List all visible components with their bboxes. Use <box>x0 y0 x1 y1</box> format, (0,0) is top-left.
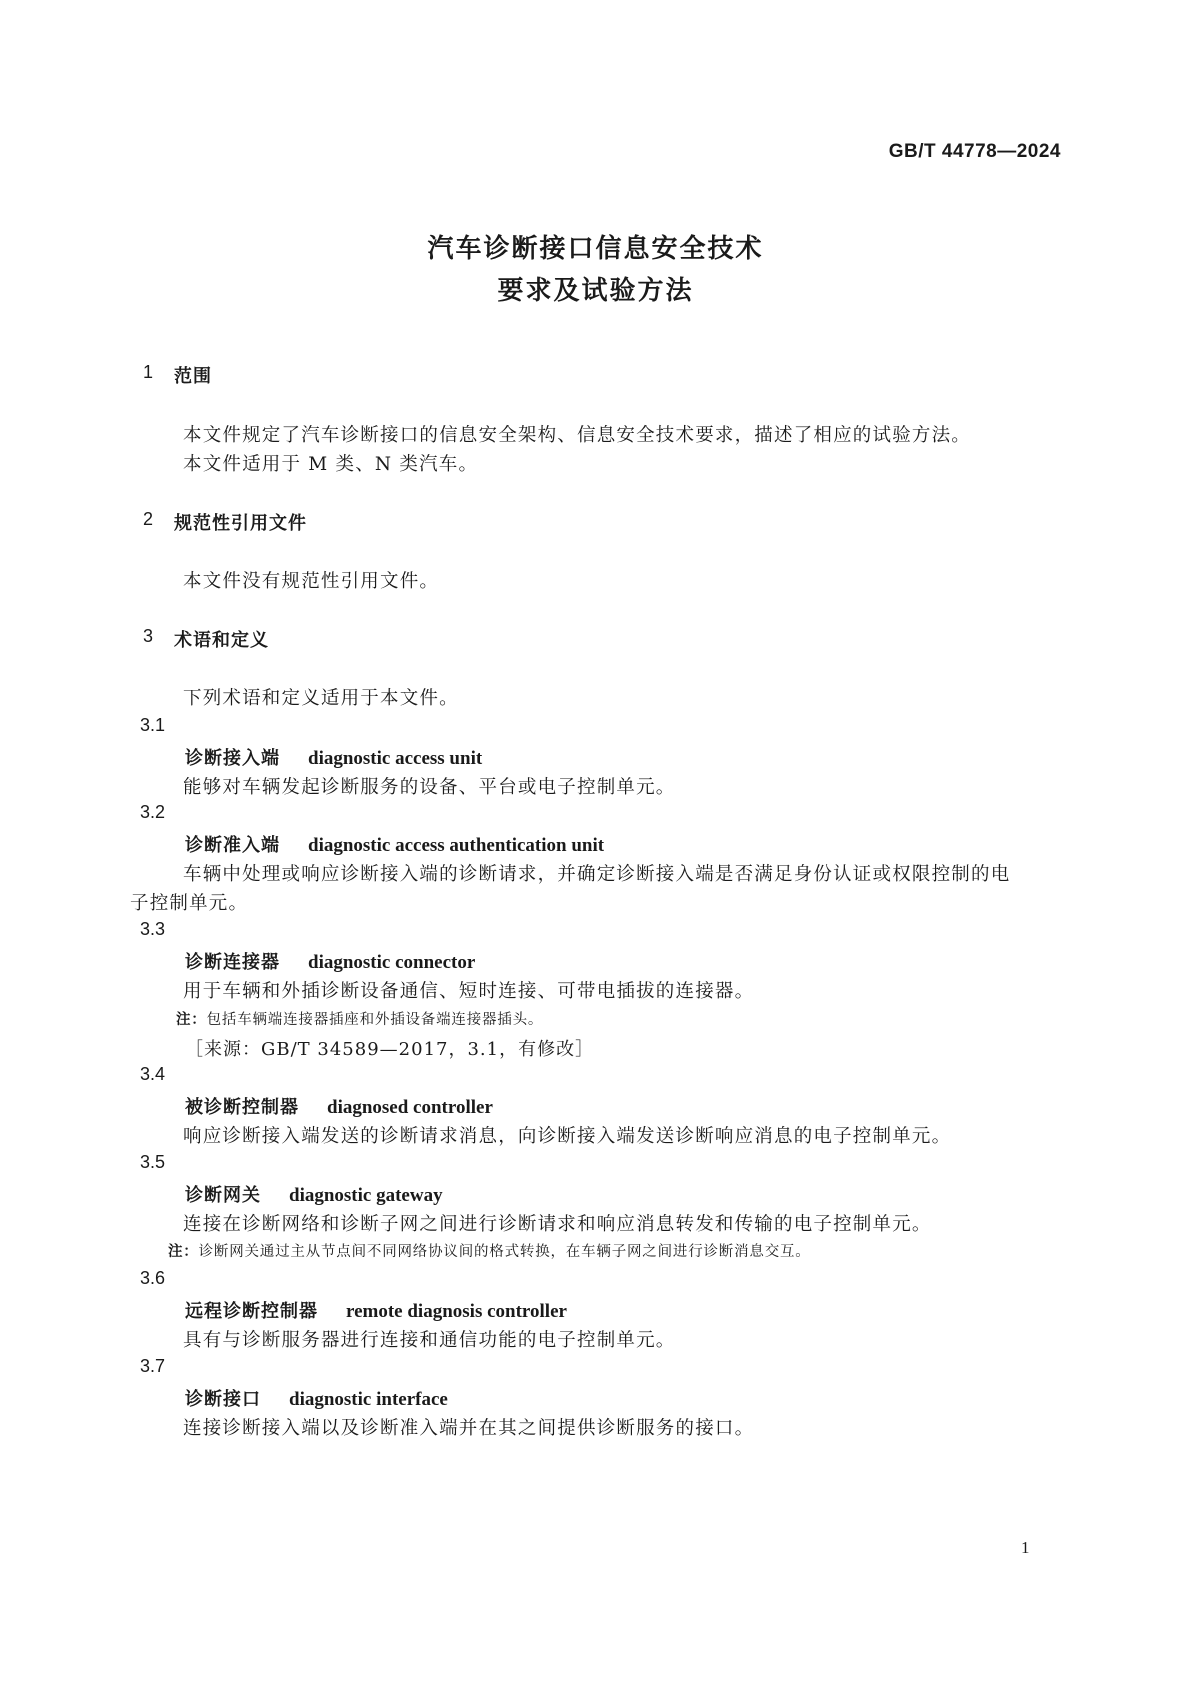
term-number: 3.6 <box>140 1268 166 1288</box>
term-definition: 车辆中处理或响应诊断接入端的诊断请求，并确定诊断接入端是否满足身份认证或权限控制的电 <box>183 864 1011 885</box>
term-note <box>176 1008 543 1029</box>
section-1-paragraph-2: 本文件适用于 M 类、N 类汽车。 <box>183 454 479 475</box>
term-definition: 能够对车辆发起诊断服务的设备、平台或电子控制单元。 <box>183 777 676 798</box>
term-chinese: 被诊断控制器 <box>185 1097 299 1118</box>
section-2-number: 2 <box>143 509 154 529</box>
term-chinese: 诊断准入端 <box>185 835 280 856</box>
standard-code: GB/T 44778—2024 <box>888 141 1061 162</box>
section-1-title: 范围 <box>174 366 212 387</box>
section-1-paragraph-1: 本文件规定了汽车诊断接口的信息安全架构、信息安全技术要求，描述了相应的试验方法。 <box>183 425 972 446</box>
term-heading <box>185 1385 448 1411</box>
term-number: 3.2 <box>140 802 166 822</box>
term-chinese: 诊断接口 <box>185 1389 261 1410</box>
term-english: diagnostic access authentication unit <box>308 835 605 856</box>
section-2-paragraph-1: 本文件没有规范性引用文件。 <box>183 571 440 592</box>
term-english: diagnosed controller <box>327 1097 493 1118</box>
term-number: 3.5 <box>140 1152 166 1172</box>
term-english: diagnostic interface <box>289 1389 448 1410</box>
term-english: remote diagnosis controller <box>346 1301 567 1322</box>
term-definition: 具有与诊断服务器进行连接和通信功能的电子控制单元。 <box>183 1330 676 1351</box>
term-heading <box>185 744 482 770</box>
term-number: 3.7 <box>140 1356 166 1376</box>
term-heading <box>185 1093 493 1119</box>
document-title-line-1: 汽车诊断接口信息安全技术 <box>427 234 764 264</box>
term-definition: 连接在诊断网络和诊断子网之间进行诊断请求和响应消息转发和传输的电子控制单元。 <box>183 1214 932 1235</box>
note-text: 包括车辆端连接器插座和外插设备端连接器插头。 <box>206 1012 544 1028</box>
document-title-line-2: 要求及试验方法 <box>497 276 694 306</box>
term-english: diagnostic access unit <box>308 748 483 769</box>
term-definition: 响应诊断接入端发送的诊断请求消息，向诊断接入端发送诊断响应消息的电子控制单元。 <box>183 1126 952 1147</box>
term-chinese: 诊断连接器 <box>185 952 280 973</box>
term-number: 3.1 <box>140 715 166 735</box>
term-definition: 用于车辆和外插诊断设备通信、短时连接、可带电插拔的连接器。 <box>183 981 755 1002</box>
term-english: diagnostic connector <box>308 952 476 973</box>
note-text: 诊断网关通过主从节点间不同网络协议间的格式转换，在车辆子网之间进行诊断消息交互。 <box>198 1244 811 1260</box>
section-3-title: 术语和定义 <box>174 630 269 651</box>
term-number: 3.3 <box>140 919 166 939</box>
term-heading <box>185 831 604 857</box>
note-label: 注： <box>176 1012 207 1028</box>
term-heading <box>185 948 475 974</box>
term-heading <box>185 1181 443 1207</box>
term-definition: 连接诊断接入端以及诊断准入端并在其之间提供诊断服务的接口。 <box>183 1418 755 1439</box>
term-note <box>168 1240 811 1261</box>
section-3-number: 3 <box>143 626 154 646</box>
term-source: ［来源：GB/T 34589—2017，3.1，有修改］ <box>185 1039 595 1060</box>
page-number: 1 <box>1021 1538 1030 1557</box>
section-1-number: 1 <box>143 362 154 382</box>
term-chinese: 诊断网关 <box>185 1185 261 1206</box>
term-definition-continued: 子控制单元。 <box>130 893 249 914</box>
note-label: 注： <box>168 1244 199 1260</box>
section-3-paragraph-1: 下列术语和定义适用于本文件。 <box>183 688 459 709</box>
term-chinese: 远程诊断控制器 <box>185 1301 318 1322</box>
term-number: 3.4 <box>140 1064 166 1084</box>
section-2-title: 规范性引用文件 <box>174 513 307 534</box>
term-heading <box>185 1297 567 1323</box>
term-chinese: 诊断接入端 <box>185 748 280 769</box>
term-english: diagnostic gateway <box>289 1185 443 1206</box>
